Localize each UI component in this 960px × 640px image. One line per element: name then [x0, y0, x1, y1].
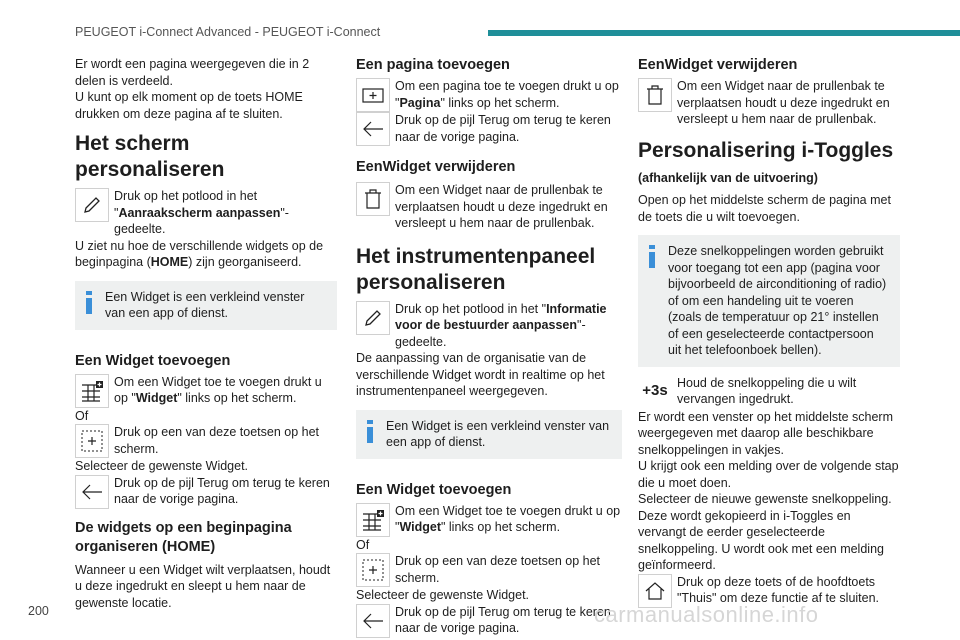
notify-text: U krijgt ook een melding over de volgende stap die u moet doen.	[638, 459, 899, 490]
organize-paragraph: Wanneer u een Widget wilt verplaatsen, houdt u deze ingedrukt en sleept u hem naar de gewenste locatie.	[75, 562, 331, 610]
column-3	[638, 56, 900, 608]
open-text: Open op het middelste scherm de pagina met de toets die u wilt toevoegen.	[638, 193, 891, 224]
trash-icon	[638, 78, 672, 112]
heading-add-page: Een pagina toevoegen	[356, 57, 510, 73]
info-note: Deze snelkoppelingen worden gebruikt voor toegang tot een app (pagina voor bijvoorbeeld de airconditioning of radio) of om een handeling uit te voeren (zoals de temperatuur op 21° instellen of een geselecteerde contactpersoon uit het telefoonboek bellen).	[638, 235, 900, 367]
or-text: Of	[356, 537, 370, 552]
back-arrow-icon	[356, 604, 390, 638]
column-1	[75, 56, 337, 611]
hold-instruction: +3s Houd de snelkoppeling die u wilt vervangen ingedrukt.	[638, 375, 900, 409]
select-new-text: Selecteer de nieuwe gewenste snelkoppeling. Deze wordt gekopieerd in i-Toggles en vervangt de eerder geselecteerde snelkoppeling. U wordt ook met een melding geïnformeerd.	[638, 492, 892, 572]
page-number: 200	[28, 604, 49, 618]
press-3s-icon: +3s	[642, 382, 668, 400]
trash-icon	[356, 182, 390, 216]
select-widget-text: Selecteer de gewenste Widget.	[75, 459, 249, 473]
heading-add-widget: Een Widget toevoegen	[75, 352, 231, 369]
remove-instruction: Om een Widget naar de prullenbak te verplaatsen houdt u deze ingedrukt en versleept u hem naar de prullenbak.	[356, 182, 622, 232]
info-icon	[367, 420, 373, 450]
plus-box-icon	[356, 553, 390, 587]
heading-remove-widget: EenWidget verwijderen	[356, 159, 516, 175]
back-instruction: Druk op de pijl Terug om terug te keren naar de vorige pagina.	[356, 112, 622, 146]
select-widget-text: Selecteer de gewenste Widget.	[356, 588, 530, 602]
info-icon	[86, 291, 92, 321]
intro-text: Er wordt een pagina weergegeven die in 2 delen is verdeeld. U kunt op elk moment op de toets HOME drukken om deze pagina af te sluiten.	[75, 57, 310, 121]
heading-organize-home: De widgets op een beginpagina organiseren (HOME)	[75, 519, 292, 555]
realtime-text: De aanpassing van de organisatie van de verschillende Widget wordt in realtime op het instrumentenpaneel weergegeven.	[356, 351, 605, 398]
window-text: Er wordt een venster op het middelste scherm weergegeven met daarop alle beschikbare snelkoppelingen in vakjes.	[638, 409, 893, 457]
widget-grid-icon	[356, 503, 390, 537]
back-arrow-icon	[75, 475, 109, 509]
page-header	[0, 0, 960, 44]
home-instruction: Druk op deze toets of de hoofdtoets "Thuis" om deze functie af te sluiten.	[638, 574, 900, 608]
widget-add-instruction: Om een Widget toe te voegen drukt u op "Widget" links op het scherm.	[356, 503, 622, 537]
pencil-instruction: Druk op het potlood in het "Aanraakscherm aanpassen"-gedeelte.	[75, 188, 337, 238]
plus-instruction: Druk op een van deze toetsen op het scherm.	[356, 553, 622, 587]
heading-add-widget: Een Widget toevoegen	[356, 481, 512, 498]
heading-i-toggles: Personalisering i-Toggles	[638, 138, 894, 162]
widget-grid-icon	[75, 374, 109, 408]
add-page-icon	[356, 78, 390, 112]
or-text: Of	[75, 408, 89, 423]
heading-personalize-screen: Het scherm personaliseren	[75, 132, 225, 181]
header-accent-bar	[488, 30, 960, 36]
header-title: PEUGEOT i-Connect Advanced - PEUGEOT i-Connect	[75, 25, 381, 39]
page-add-instruction: Om een pagina toe te voegen drukt u op "Pagina" links op het scherm.	[356, 78, 622, 112]
plus-instruction: Druk op een van deze toetsen op het scherm.	[75, 424, 337, 458]
watermark: carmanualsonline.info	[594, 602, 819, 627]
back-instruction: Druk op de pijl Terug om terug te keren naar de vorige pagina.	[356, 604, 622, 638]
column-2	[356, 56, 622, 638]
pencil-instruction: Druk op het potlood in het "Informatie voor de bestuurder aanpassen"-gedeelte.	[356, 301, 622, 351]
remove-instruction: Om een Widget naar de prullenbak te verplaatsen houdt u deze ingedrukt en versleept u hem naar de prullenbak.	[638, 78, 900, 128]
back-arrow-icon	[356, 112, 390, 146]
back-instruction: Druk op de pijl Terug om terug te keren naar de vorige pagina.	[75, 475, 337, 509]
info-note: Een Widget is een verkleind venster van een app of dienst.	[75, 281, 337, 330]
plus-box-icon	[75, 424, 109, 458]
pencil-icon	[356, 301, 390, 335]
pencil-icon	[75, 188, 109, 222]
subtitle-version: (afhankelijk van de uitvoering)	[638, 170, 818, 185]
info-icon	[649, 245, 655, 275]
heading-instrument-panel: Het instrumentenpaneel personaliseren	[356, 244, 596, 294]
organize-text: U ziet nu hoe de verschillende widgets op de beginpagina (HOME) zijn georganiseerd.	[75, 238, 324, 269]
heading-remove-widget: EenWidget verwijderen	[638, 57, 798, 73]
info-note: Een Widget is een verkleind venster van een app of dienst.	[356, 410, 622, 459]
widget-add-instruction: Om een Widget toe te voegen drukt u op "Widget" links op het scherm.	[75, 374, 337, 408]
